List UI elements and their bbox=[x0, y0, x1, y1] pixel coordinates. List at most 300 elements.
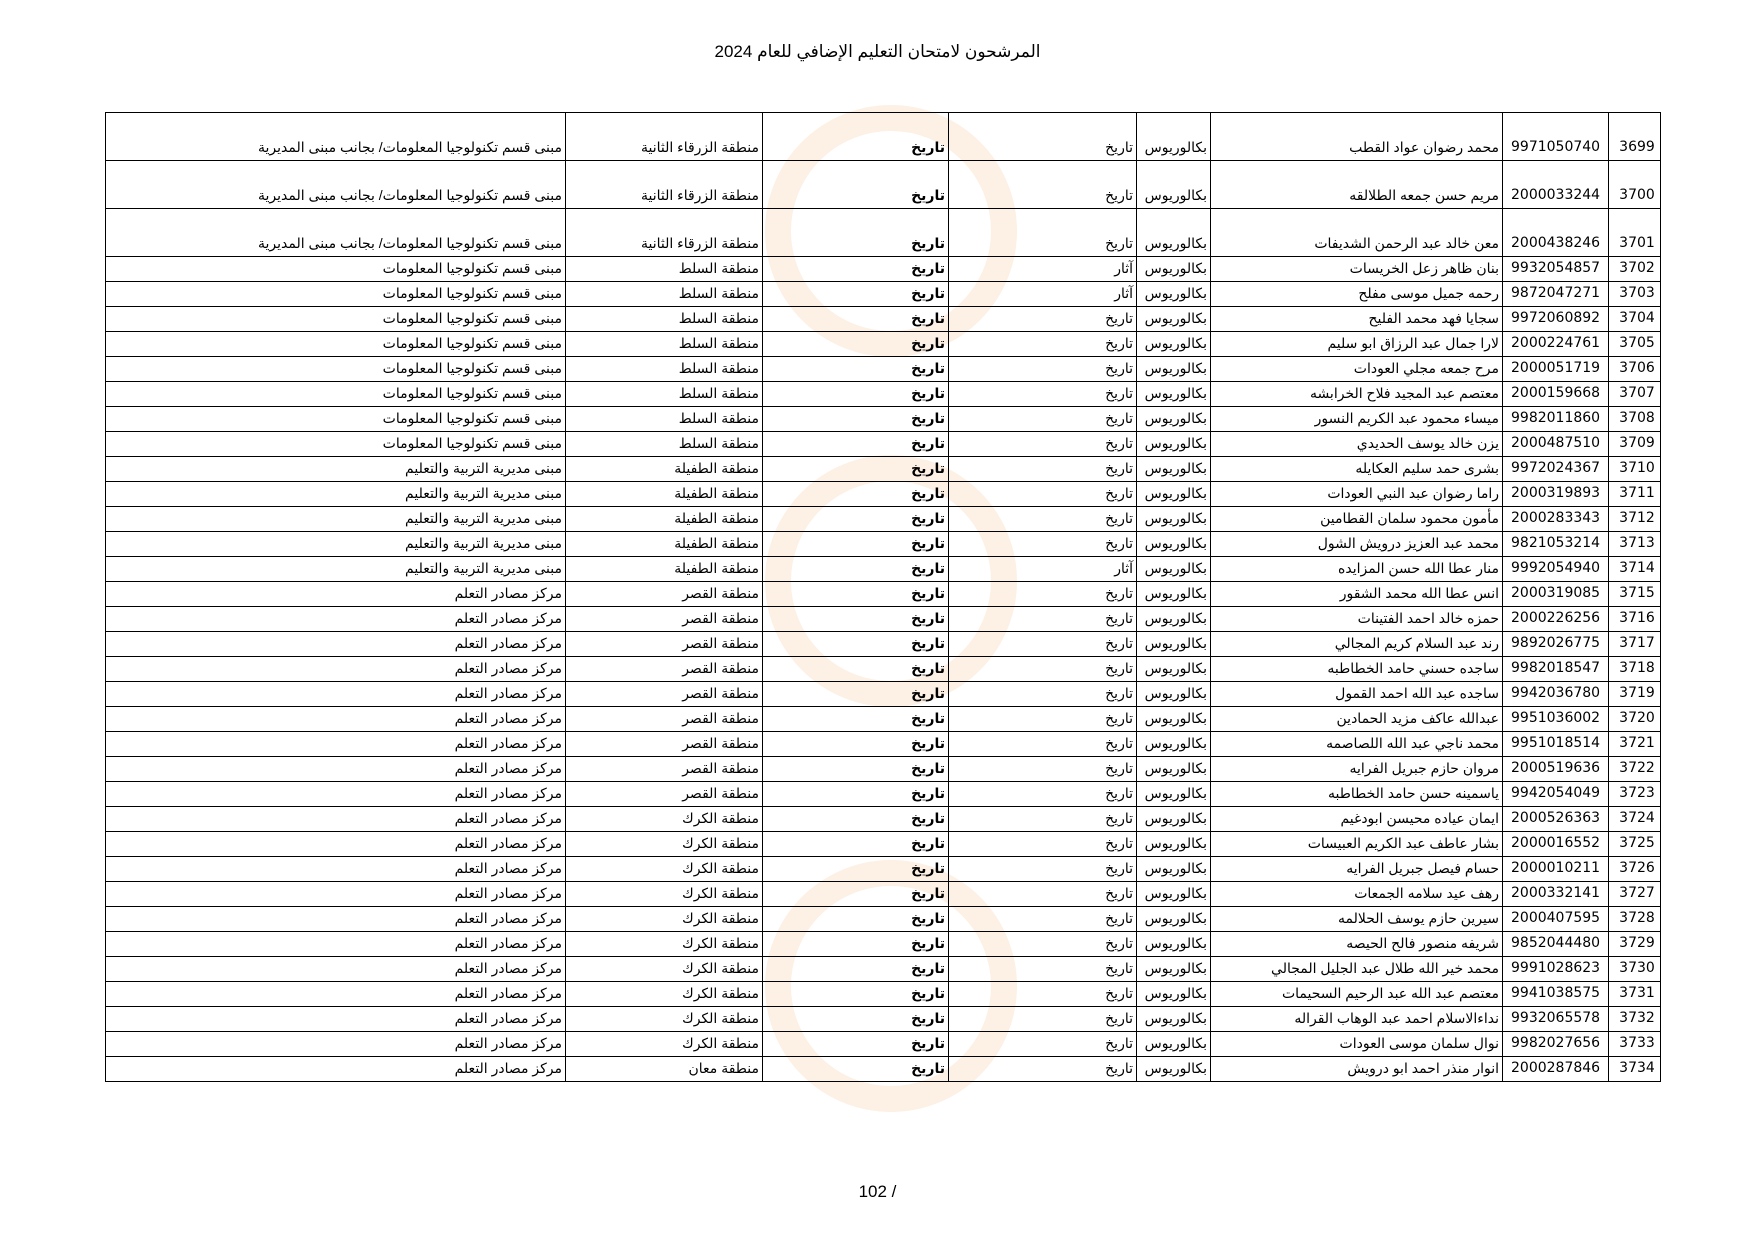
specialization-cell: تاريخ bbox=[949, 757, 1137, 782]
seq-cell: 3729 bbox=[1609, 932, 1661, 957]
national-id-cell: 9982011860 bbox=[1503, 407, 1609, 432]
specialization-cell: تاريخ bbox=[949, 482, 1137, 507]
specialization-cell: آثار bbox=[949, 282, 1137, 307]
subject-cell: تاريخ bbox=[763, 582, 949, 607]
seq-cell: 3701 bbox=[1609, 209, 1661, 257]
name-cell: ساجده عبد الله احمد القمول bbox=[1211, 682, 1503, 707]
subject-cell: تاريخ bbox=[763, 857, 949, 882]
degree-cell: بكالوريوس bbox=[1137, 882, 1211, 907]
center-cell: مبنى قسم تكنولوجيا المعلومات/ بجانب مبنى المديرية bbox=[106, 209, 566, 257]
region-cell: منطقة القصر bbox=[566, 732, 763, 757]
subject-cell: تاريخ bbox=[763, 907, 949, 932]
specialization-cell: تاريخ bbox=[949, 407, 1137, 432]
seq-cell: 3712 bbox=[1609, 507, 1661, 532]
region-cell: منطقة الكرك bbox=[566, 832, 763, 857]
region-cell: منطقة السلط bbox=[566, 357, 763, 382]
national-id-cell: 2000519636 bbox=[1503, 757, 1609, 782]
center-cell: مبنى قسم تكنولوجيا المعلومات bbox=[106, 282, 566, 307]
table-row bbox=[106, 357, 1661, 382]
candidates-table bbox=[105, 112, 1661, 1082]
seq-cell: 3706 bbox=[1609, 357, 1661, 382]
specialization-cell: تاريخ bbox=[949, 907, 1137, 932]
degree-cell: بكالوريوس bbox=[1137, 113, 1211, 161]
seq-cell: 3723 bbox=[1609, 782, 1661, 807]
national-id-cell: 9972024367 bbox=[1503, 457, 1609, 482]
subject-cell: تاريخ bbox=[763, 757, 949, 782]
national-id-cell: 2000051719 bbox=[1503, 357, 1609, 382]
name-cell: نداءالاسلام احمد عبد الوهاب القراله bbox=[1211, 1007, 1503, 1032]
specialization-cell: تاريخ bbox=[949, 882, 1137, 907]
table-row bbox=[106, 782, 1661, 807]
national-id-cell: 2000010211 bbox=[1503, 857, 1609, 882]
specialization-cell: تاريخ bbox=[949, 832, 1137, 857]
name-cell: مروان حازم جبريل الفرايه bbox=[1211, 757, 1503, 782]
name-cell: رحمه جميل موسى مفلح bbox=[1211, 282, 1503, 307]
table-row bbox=[106, 113, 1661, 161]
national-id-cell: 9982027656 bbox=[1503, 1032, 1609, 1057]
name-cell: مرح جمعه مجلي العودات bbox=[1211, 357, 1503, 382]
name-cell: مأمون محمود سلمان القطامين bbox=[1211, 507, 1503, 532]
degree-cell: بكالوريوس bbox=[1137, 582, 1211, 607]
region-cell: منطقة السلط bbox=[566, 332, 763, 357]
subject-cell: تاريخ bbox=[763, 257, 949, 282]
seq-cell: 3713 bbox=[1609, 532, 1661, 557]
specialization-cell: تاريخ bbox=[949, 1032, 1137, 1057]
subject-cell: تاريخ bbox=[763, 209, 949, 257]
seq-cell: 3720 bbox=[1609, 707, 1661, 732]
degree-cell: بكالوريوس bbox=[1137, 832, 1211, 857]
center-cell: مبنى قسم تكنولوجيا المعلومات bbox=[106, 432, 566, 457]
region-cell: منطقة القصر bbox=[566, 582, 763, 607]
specialization-cell: تاريخ bbox=[949, 161, 1137, 209]
subject-cell: تاريخ bbox=[763, 161, 949, 209]
degree-cell: بكالوريوس bbox=[1137, 932, 1211, 957]
center-cell: مبنى قسم تكنولوجيا المعلومات bbox=[106, 382, 566, 407]
center-cell: مركز مصادر التعلم bbox=[106, 982, 566, 1007]
subject-cell: تاريخ bbox=[763, 407, 949, 432]
center-cell: مبنى مديرية التربية والتعليم bbox=[106, 507, 566, 532]
region-cell: منطقة الكرك bbox=[566, 882, 763, 907]
national-id-cell: 9951036002 bbox=[1503, 707, 1609, 732]
degree-cell: بكالوريوس bbox=[1137, 732, 1211, 757]
region-cell: منطقة الطفيلة bbox=[566, 557, 763, 582]
degree-cell: بكالوريوس bbox=[1137, 557, 1211, 582]
center-cell: مركز مصادر التعلم bbox=[106, 1057, 566, 1082]
degree-cell: بكالوريوس bbox=[1137, 782, 1211, 807]
table-row bbox=[106, 557, 1661, 582]
region-cell: منطقة السلط bbox=[566, 432, 763, 457]
name-cell: معتصم عبد الله عبد الرحيم السحيمات bbox=[1211, 982, 1503, 1007]
subject-cell: تاريخ bbox=[763, 707, 949, 732]
degree-cell: بكالوريوس bbox=[1137, 357, 1211, 382]
national-id-cell: 2000287846 bbox=[1503, 1057, 1609, 1082]
degree-cell: بكالوريوس bbox=[1137, 757, 1211, 782]
subject-cell: تاريخ bbox=[763, 982, 949, 1007]
table-row bbox=[106, 857, 1661, 882]
specialization-cell: تاريخ bbox=[949, 432, 1137, 457]
region-cell: منطقة السلط bbox=[566, 382, 763, 407]
center-cell: مركز مصادر التعلم bbox=[106, 607, 566, 632]
center-cell: مركز مصادر التعلم bbox=[106, 732, 566, 757]
subject-cell: تاريخ bbox=[763, 532, 949, 557]
national-id-cell: 9942054049 bbox=[1503, 782, 1609, 807]
degree-cell: بكالوريوس bbox=[1137, 161, 1211, 209]
degree-cell: بكالوريوس bbox=[1137, 807, 1211, 832]
region-cell: منطقة القصر bbox=[566, 607, 763, 632]
table-row bbox=[106, 732, 1661, 757]
specialization-cell: آثار bbox=[949, 557, 1137, 582]
subject-cell: تاريخ bbox=[763, 357, 949, 382]
subject-cell: تاريخ bbox=[763, 657, 949, 682]
national-id-cell: 9972060892 bbox=[1503, 307, 1609, 332]
center-cell: مبنى قسم تكنولوجيا المعلومات bbox=[106, 407, 566, 432]
region-cell: منطقة الكرك bbox=[566, 1032, 763, 1057]
national-id-cell: 9982018547 bbox=[1503, 657, 1609, 682]
national-id-cell: 9992054940 bbox=[1503, 557, 1609, 582]
center-cell: مبنى قسم تكنولوجيا المعلومات/ بجانب مبنى المديرية bbox=[106, 161, 566, 209]
center-cell: مبنى مديرية التربية والتعليم bbox=[106, 457, 566, 482]
subject-cell: تاريخ bbox=[763, 632, 949, 657]
name-cell: حسام فيصل جبريل الفرايه bbox=[1211, 857, 1503, 882]
national-id-cell: 9951018514 bbox=[1503, 732, 1609, 757]
subject-cell: تاريخ bbox=[763, 732, 949, 757]
center-cell: مبنى قسم تكنولوجيا المعلومات bbox=[106, 257, 566, 282]
center-cell: مركز مصادر التعلم bbox=[106, 782, 566, 807]
name-cell: نوال سلمان موسى العودات bbox=[1211, 1032, 1503, 1057]
name-cell: رهف عيد سلامه الجمعات bbox=[1211, 882, 1503, 907]
center-cell: مبنى قسم تكنولوجيا المعلومات/ بجانب مبنى المديرية bbox=[106, 113, 566, 161]
seq-cell: 3734 bbox=[1609, 1057, 1661, 1082]
table-row bbox=[106, 757, 1661, 782]
degree-cell: بكالوريوس bbox=[1137, 407, 1211, 432]
center-cell: مركز مصادر التعلم bbox=[106, 757, 566, 782]
degree-cell: بكالوريوس bbox=[1137, 507, 1211, 532]
national-id-cell: 9941038575 bbox=[1503, 982, 1609, 1007]
region-cell: منطقة الطفيلة bbox=[566, 482, 763, 507]
specialization-cell: تاريخ bbox=[949, 632, 1137, 657]
table-row bbox=[106, 332, 1661, 357]
region-cell: منطقة الكرك bbox=[566, 907, 763, 932]
degree-cell: بكالوريوس bbox=[1137, 907, 1211, 932]
subject-cell: تاريخ bbox=[763, 332, 949, 357]
subject-cell: تاريخ bbox=[763, 457, 949, 482]
degree-cell: بكالوريوس bbox=[1137, 457, 1211, 482]
region-cell: منطقة الكرك bbox=[566, 857, 763, 882]
table-row bbox=[106, 932, 1661, 957]
national-id-cell: 2000526363 bbox=[1503, 807, 1609, 832]
specialization-cell: تاريخ bbox=[949, 382, 1137, 407]
table-row bbox=[106, 457, 1661, 482]
specialization-cell: تاريخ bbox=[949, 807, 1137, 832]
page-number: 102 / bbox=[858, 1182, 897, 1201]
subject-cell: تاريخ bbox=[763, 932, 949, 957]
subject-cell: تاريخ bbox=[763, 957, 949, 982]
name-cell: بشار عاطف عبد الكريم العبيسات bbox=[1211, 832, 1503, 857]
subject-cell: تاريخ bbox=[763, 507, 949, 532]
table-row bbox=[106, 682, 1661, 707]
specialization-cell: تاريخ bbox=[949, 932, 1137, 957]
table-row bbox=[106, 957, 1661, 982]
seq-cell: 3727 bbox=[1609, 882, 1661, 907]
national-id-cell: 2000332141 bbox=[1503, 882, 1609, 907]
center-cell: مبنى مديرية التربية والتعليم bbox=[106, 482, 566, 507]
national-id-cell: 2000283343 bbox=[1503, 507, 1609, 532]
degree-cell: بكالوريوس bbox=[1137, 957, 1211, 982]
table-row bbox=[106, 307, 1661, 332]
degree-cell: بكالوريوس bbox=[1137, 382, 1211, 407]
seq-cell: 3721 bbox=[1609, 732, 1661, 757]
center-cell: مبنى قسم تكنولوجيا المعلومات bbox=[106, 307, 566, 332]
national-id-cell: 9852044480 bbox=[1503, 932, 1609, 957]
table-row bbox=[106, 807, 1661, 832]
subject-cell: تاريخ bbox=[763, 832, 949, 857]
name-cell: محمد خير الله طلال عبد الجليل المجالي bbox=[1211, 957, 1503, 982]
seq-cell: 3728 bbox=[1609, 907, 1661, 932]
specialization-cell: تاريخ bbox=[949, 982, 1137, 1007]
name-cell: شريفه منصور فالح الحيصه bbox=[1211, 932, 1503, 957]
name-cell: ميساء محمود عبد الكريم النسور bbox=[1211, 407, 1503, 432]
specialization-cell: آثار bbox=[949, 257, 1137, 282]
specialization-cell: تاريخ bbox=[949, 1057, 1137, 1082]
seq-cell: 3702 bbox=[1609, 257, 1661, 282]
national-id-cell: 9991028623 bbox=[1503, 957, 1609, 982]
region-cell: منطقة الزرقاء الثانية bbox=[566, 113, 763, 161]
seq-cell: 3718 bbox=[1609, 657, 1661, 682]
name-cell: منار عطا الله حسن المزايده bbox=[1211, 557, 1503, 582]
table-row bbox=[106, 582, 1661, 607]
seq-cell: 3709 bbox=[1609, 432, 1661, 457]
region-cell: منطقة السلط bbox=[566, 407, 763, 432]
seq-cell: 3724 bbox=[1609, 807, 1661, 832]
specialization-cell: تاريخ bbox=[949, 582, 1137, 607]
center-cell: مركز مصادر التعلم bbox=[106, 682, 566, 707]
table-row bbox=[106, 1032, 1661, 1057]
subject-cell: تاريخ bbox=[763, 807, 949, 832]
national-id-cell: 2000319893 bbox=[1503, 482, 1609, 507]
region-cell: منطقة القصر bbox=[566, 707, 763, 732]
center-cell: مبنى قسم تكنولوجيا المعلومات bbox=[106, 332, 566, 357]
national-id-cell: 2000016552 bbox=[1503, 832, 1609, 857]
name-cell: محمد ناجي عبد الله اللصاصمه bbox=[1211, 732, 1503, 757]
name-cell: بنان ظاهر زعل الخريسات bbox=[1211, 257, 1503, 282]
seq-cell: 3717 bbox=[1609, 632, 1661, 657]
name-cell: ياسمينه حسن حامد الخطاطبه bbox=[1211, 782, 1503, 807]
center-cell: مبنى مديرية التربية والتعليم bbox=[106, 532, 566, 557]
region-cell: منطقة القصر bbox=[566, 782, 763, 807]
name-cell: يزن خالد يوسف الحديدي bbox=[1211, 432, 1503, 457]
center-cell: مركز مصادر التعلم bbox=[106, 907, 566, 932]
table-row bbox=[106, 282, 1661, 307]
subject-cell: تاريخ bbox=[763, 557, 949, 582]
subject-cell: تاريخ bbox=[763, 682, 949, 707]
specialization-cell: تاريخ bbox=[949, 707, 1137, 732]
center-cell: مركز مصادر التعلم bbox=[106, 857, 566, 882]
seq-cell: 3714 bbox=[1609, 557, 1661, 582]
region-cell: منطقة الزرقاء الثانية bbox=[566, 209, 763, 257]
degree-cell: بكالوريوس bbox=[1137, 307, 1211, 332]
region-cell: منطقة السلط bbox=[566, 307, 763, 332]
region-cell: منطقة معان bbox=[566, 1057, 763, 1082]
specialization-cell: تاريخ bbox=[949, 607, 1137, 632]
national-id-cell: 2000159668 bbox=[1503, 382, 1609, 407]
center-cell: مبنى مديرية التربية والتعليم bbox=[106, 557, 566, 582]
degree-cell: بكالوريوس bbox=[1137, 482, 1211, 507]
degree-cell: بكالوريوس bbox=[1137, 209, 1211, 257]
table-row bbox=[106, 507, 1661, 532]
page-title: المرشحون لامتحان التعليم الإضافي للعام 2024 bbox=[714, 42, 1041, 61]
table-row bbox=[106, 907, 1661, 932]
name-cell: رند عبد السلام كريم المجالي bbox=[1211, 632, 1503, 657]
center-cell: مركز مصادر التعلم bbox=[106, 882, 566, 907]
region-cell: منطقة الكرك bbox=[566, 1007, 763, 1032]
specialization-cell: تاريخ bbox=[949, 357, 1137, 382]
seq-cell: 3707 bbox=[1609, 382, 1661, 407]
national-id-cell: 9821053214 bbox=[1503, 532, 1609, 557]
region-cell: منطقة السلط bbox=[566, 257, 763, 282]
seq-cell: 3730 bbox=[1609, 957, 1661, 982]
center-cell: مركز مصادر التعلم bbox=[106, 807, 566, 832]
name-cell: محمد رضوان عواد القطب bbox=[1211, 113, 1503, 161]
degree-cell: بكالوريوس bbox=[1137, 982, 1211, 1007]
specialization-cell: تاريخ bbox=[949, 957, 1137, 982]
name-cell: سيرين حازم يوسف الحلالمه bbox=[1211, 907, 1503, 932]
seq-cell: 3719 bbox=[1609, 682, 1661, 707]
degree-cell: بكالوريوس bbox=[1137, 632, 1211, 657]
table-row bbox=[106, 432, 1661, 457]
degree-cell: بكالوريوس bbox=[1137, 532, 1211, 557]
subject-cell: تاريخ bbox=[763, 482, 949, 507]
name-cell: بشرى حمد سليم العكايله bbox=[1211, 457, 1503, 482]
specialization-cell: تاريخ bbox=[949, 507, 1137, 532]
region-cell: منطقة الكرك bbox=[566, 957, 763, 982]
seq-cell: 3703 bbox=[1609, 282, 1661, 307]
region-cell: منطقة السلط bbox=[566, 282, 763, 307]
specialization-cell: تاريخ bbox=[949, 1007, 1137, 1032]
seq-cell: 3733 bbox=[1609, 1032, 1661, 1057]
specialization-cell: تاريخ bbox=[949, 332, 1137, 357]
name-cell: معتصم عبد المجيد فلاح الخرابشه bbox=[1211, 382, 1503, 407]
name-cell: سجايا فهد محمد الفليح bbox=[1211, 307, 1503, 332]
table-row bbox=[106, 209, 1661, 257]
center-cell: مركز مصادر التعلم bbox=[106, 582, 566, 607]
specialization-cell: تاريخ bbox=[949, 532, 1137, 557]
table-row bbox=[106, 161, 1661, 209]
table-row bbox=[106, 407, 1661, 432]
name-cell: معن خالد عبد الرحمن الشديفات bbox=[1211, 209, 1503, 257]
seq-cell: 3711 bbox=[1609, 482, 1661, 507]
national-id-cell: 2000226256 bbox=[1503, 607, 1609, 632]
seq-cell: 3700 bbox=[1609, 161, 1661, 209]
region-cell: منطقة الطفيلة bbox=[566, 507, 763, 532]
degree-cell: بكالوريوس bbox=[1137, 1057, 1211, 1082]
degree-cell: بكالوريوس bbox=[1137, 707, 1211, 732]
seq-cell: 3716 bbox=[1609, 607, 1661, 632]
region-cell: منطقة الكرك bbox=[566, 807, 763, 832]
name-cell: انوار منذر احمد ابو درويش bbox=[1211, 1057, 1503, 1082]
region-cell: منطقة القصر bbox=[566, 757, 763, 782]
national-id-cell: 9872047271 bbox=[1503, 282, 1609, 307]
subject-cell: تاريخ bbox=[763, 282, 949, 307]
national-id-cell: 9932054857 bbox=[1503, 257, 1609, 282]
seq-cell: 3726 bbox=[1609, 857, 1661, 882]
national-id-cell: 2000224761 bbox=[1503, 332, 1609, 357]
table-row bbox=[106, 832, 1661, 857]
specialization-cell: تاريخ bbox=[949, 113, 1137, 161]
name-cell: ساجده حسني حامد الخطاطبه bbox=[1211, 657, 1503, 682]
seq-cell: 3710 bbox=[1609, 457, 1661, 482]
national-id-cell: 9942036780 bbox=[1503, 682, 1609, 707]
degree-cell: بكالوريوس bbox=[1137, 682, 1211, 707]
center-cell: مركز مصادر التعلم bbox=[106, 832, 566, 857]
seq-cell: 3708 bbox=[1609, 407, 1661, 432]
region-cell: منطقة الزرقاء الثانية bbox=[566, 161, 763, 209]
seq-cell: 3722 bbox=[1609, 757, 1661, 782]
name-cell: مريم حسن جمعه الطلالقه bbox=[1211, 161, 1503, 209]
national-id-cell: 9971050740 bbox=[1503, 113, 1609, 161]
subject-cell: تاريخ bbox=[763, 113, 949, 161]
subject-cell: تاريخ bbox=[763, 607, 949, 632]
center-cell: مركز مصادر التعلم bbox=[106, 707, 566, 732]
seq-cell: 3704 bbox=[1609, 307, 1661, 332]
subject-cell: تاريخ bbox=[763, 782, 949, 807]
specialization-cell: تاريخ bbox=[949, 307, 1137, 332]
seq-cell: 3699 bbox=[1609, 113, 1661, 161]
name-cell: راما رضوان عبد النبي العودات bbox=[1211, 482, 1503, 507]
national-id-cell: 2000438246 bbox=[1503, 209, 1609, 257]
degree-cell: بكالوريوس bbox=[1137, 857, 1211, 882]
national-id-cell: 2000407595 bbox=[1503, 907, 1609, 932]
subject-cell: تاريخ bbox=[763, 1032, 949, 1057]
specialization-cell: تاريخ bbox=[949, 682, 1137, 707]
seq-cell: 3732 bbox=[1609, 1007, 1661, 1032]
table-row bbox=[106, 257, 1661, 282]
specialization-cell: تاريخ bbox=[949, 732, 1137, 757]
specialization-cell: تاريخ bbox=[949, 657, 1137, 682]
subject-cell: تاريخ bbox=[763, 882, 949, 907]
subject-cell: تاريخ bbox=[763, 1007, 949, 1032]
name-cell: انس عطا الله محمد الشقور bbox=[1211, 582, 1503, 607]
table-row bbox=[106, 532, 1661, 557]
seq-cell: 3715 bbox=[1609, 582, 1661, 607]
name-cell: عبدالله عاكف مزيد الحمادين bbox=[1211, 707, 1503, 732]
region-cell: منطقة القصر bbox=[566, 632, 763, 657]
region-cell: منطقة الكرك bbox=[566, 982, 763, 1007]
table-row bbox=[106, 707, 1661, 732]
name-cell: محمد عبد العزيز درويش الشول bbox=[1211, 532, 1503, 557]
region-cell: منطقة القصر bbox=[566, 682, 763, 707]
center-cell: مركز مصادر التعلم bbox=[106, 957, 566, 982]
name-cell: ايمان عياده محيسن ابودغيم bbox=[1211, 807, 1503, 832]
degree-cell: بكالوريوس bbox=[1137, 607, 1211, 632]
table-row bbox=[106, 382, 1661, 407]
name-cell: حمزه خالد احمد الفتينات bbox=[1211, 607, 1503, 632]
region-cell: منطقة القصر bbox=[566, 657, 763, 682]
specialization-cell: تاريخ bbox=[949, 857, 1137, 882]
table-row bbox=[106, 482, 1661, 507]
degree-cell: بكالوريوس bbox=[1137, 1007, 1211, 1032]
name-cell: لارا جمال عبد الرزاق ابو سليم bbox=[1211, 332, 1503, 357]
seq-cell: 3725 bbox=[1609, 832, 1661, 857]
center-cell: مبنى قسم تكنولوجيا المعلومات bbox=[106, 357, 566, 382]
degree-cell: بكالوريوس bbox=[1137, 332, 1211, 357]
center-cell: مركز مصادر التعلم bbox=[106, 632, 566, 657]
degree-cell: بكالوريوس bbox=[1137, 432, 1211, 457]
seq-cell: 3705 bbox=[1609, 332, 1661, 357]
table-row bbox=[106, 982, 1661, 1007]
subject-cell: تاريخ bbox=[763, 307, 949, 332]
table-row bbox=[106, 1057, 1661, 1082]
region-cell: منطقة الطفيلة bbox=[566, 457, 763, 482]
